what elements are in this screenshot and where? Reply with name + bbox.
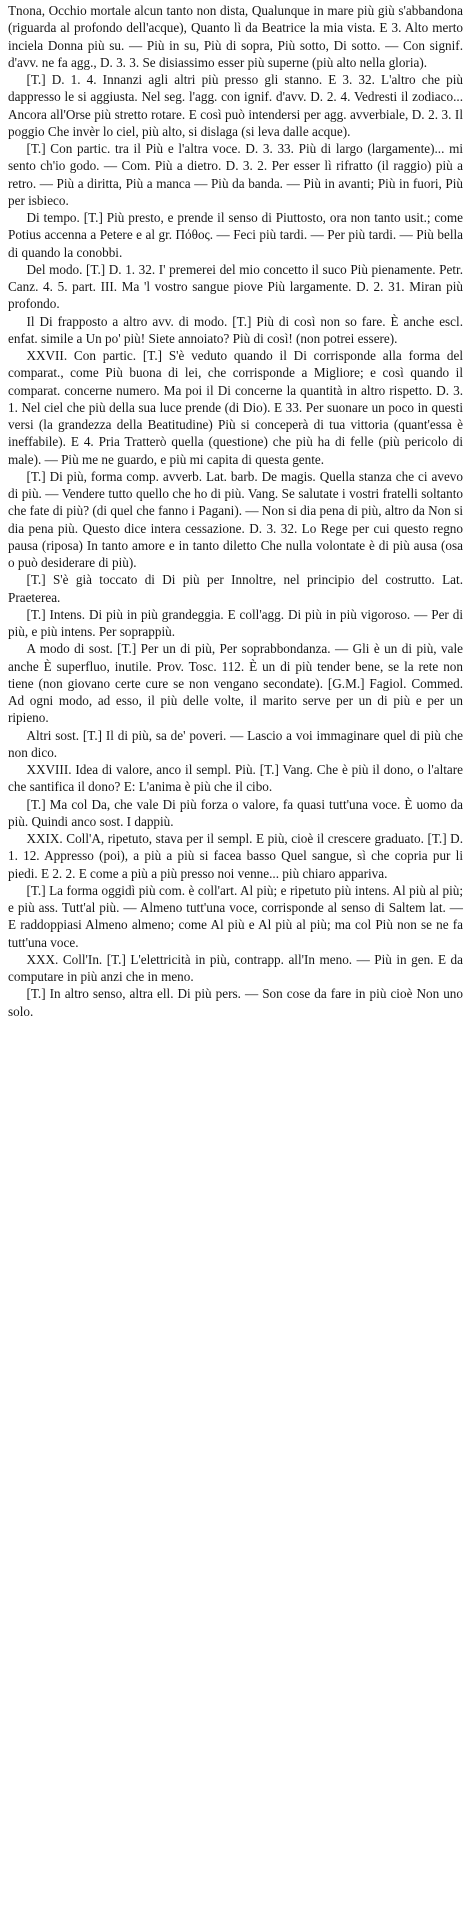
entry-paragraph: [T.] D. 1. 4. Innanzi agli altri più presso gli stanno. E 3. 32. L'altro che più dappresso le si aggiusta. Nel seg. l'agg. con ignif. d'avv. D. 2. 4. Vedresti il zodiaco... Ancora all'Orse più stretto rotare. E così può intendersi per agg. avverbiale, D. 2. 3. Il poggio Che invèr lo ciel, più alto, si dislaga (si leva dalle acque). (8, 72, 463, 139)
entry-paragraph: [T.] Con partic. tra il Più e l'altra voce. D. 3. 33. Più di largo (largamente)... mi sento ch'io godo. — Com. Più a dietro. D. 3. 2. Per esser lì rifratto (il raggio) più a retro. — Più a diritta, Più a manca — Più da banda. — Più in avanti; Più in fuori, Più per isbieco. (8, 141, 463, 208)
entry-paragraph: [T.] Ma col Da, che vale Di più forza o valore, fa quasi tutt'una voce. È uomo da più. Quindi anco sost. I dappiù. (8, 796, 463, 829)
entry-paragraph: [T.] S'è già toccato di Di più per Innoltre, nel principio del costrutto. Lat. Praeterea. (8, 572, 463, 605)
entry-paragraph: XXVIII. Idea di valore, anco il sempl. Più. [T.] Vang. Che è più il dono, o l'altare che santifica il dono? E: L'anima è più che il cibo. (8, 762, 463, 795)
entry-paragraph: XXVII. Con partic. [T.] S'è veduto quando il Di corrisponde alla forma del comparat., come Più buona di lei, che corrisponde a Migliore; e così quando il comparat. concerne numero. Ma poi il Di concerne la quantità in altro rispetto. D. 3. 1. Nel ciel che più della sua luce prende (di Dio). E 33. Per suonare un poco in questi versi (la grandezza della Beatitudine) Più si conceperà di tua vittoria (quant'essa è ineffabile). E 4. Pria Tratterò quella (questione) che più ha di felle (più pericolo di male). — Più me ne guardo, e più mi capita di questa gente. (8, 348, 463, 467)
entry-paragraph: [T.] La forma oggidì più com. è coll'art. Al più; e ripetuto più intens. Al più al più; e più ass. Tutt'al più. — Almeno tutt'una voce, corrisponde al senso di Saltem lat. — E raddoppiasi Almeno almeno; come Al più e Al più al più; ma col Più non se ne fa tutt'una voce. (8, 882, 463, 950)
entry-paragraph: Il Di frapposto a altro avv. di modo. [T.] Più di così non so fare. È anche escl. enfat. simile a Un po' più! Siete annoiato? Più di così! (non potrei essere). (8, 313, 463, 346)
entry-paragraph: XXX. Coll'In. [T.] L'elettricità in più, contrapp. all'In meno. — Più in gen. E da computare in più anzi che in meno. (8, 951, 463, 984)
entry-paragraph: Tnona, Occhio mortale alcun tanto non dista, Qualunque in mare più giù s'abbandona (riguarda al profondo dell'acque), Quanto lì da Beatrice la mia vista. E 3. Alto merto inciela Donna più su. — Più in su, Più di sopra, Più sotto, Di sotto. — Con signif. d'avv. ne fa agg., D. 3. 3. Se disiassimo esser più superne (più alto nella gloria). (8, 3, 463, 70)
entry-paragraph: A modo di sost. [T.] Per un di più, Per soprabbondanza. — Gli è un di più, vale anche È superfluo, inutile. Prov. Tosc. 112. È un di più tender bene, se la rete non tiene (non giovano certe cure se non vengano secondate). [G.M.] Fagiol. Commed. Ad ogni modo, ad esso, il più delle volte, il marito serve per un di più e per un ripieno. (8, 641, 463, 726)
entry-paragraph: Altri sost. [T.] Il di più, sa de' poveri. — Lascio a voi immaginare quel di più che non dico. (8, 727, 463, 760)
entry-paragraph: [T.] Intens. Di più in più grandeggia. E coll'agg. Di più in più vigoroso. — Per di più, e più intens. Per soprappiù. (8, 606, 463, 639)
entry-paragraph: Di tempo. [T.] Più presto, e prende il senso di Piuttosto, ora non tanto usit.; come Potius accenna a Petere e al gr. Πόθος. — Feci più tardi. — Per più tardi. — Più bella di quando la conobbi. (8, 210, 463, 260)
entry-paragraph: [T.] Di più, forma comp. avverb. Lat. barb. De magis. Quella stanza che ci avevo di più. — Vendere tutto quello che ho di più. Vang. Se salutate i vostri fratelli soltanto che fate di più? (di quel che fanno i Pagani). — Non si dia pena di più, altro da Non si dia pena più. Questo dice intera cessazione. D. 3. 32. Lo Rege per cui questo regno pausa (riposa) In tanto amore e in tanto diletto Che nulla volontate è di più ausa (osa o può desiderare di più). (8, 468, 463, 570)
entry-paragraph: [T.] In altro senso, altra ell. Di più pers. — Son cose da fare in più cioè Non uno solo. (8, 986, 463, 1019)
entry-paragraph: Del modo. [T.] D. 1. 32. I' premerei del mio concetto il suco Più pienamente. Petr. Canz. 4. 5. part. III. Ma 'l vostro sangue piove Più largamente. D. 2. 31. Miran più profondo. (8, 261, 463, 312)
entry-paragraph: XXIX. Coll'A, ripetuto, stava per il sempl. E più, cioè il crescere graduato. [T.] D. 1. 12. Appresso (poi), a più a più si facea basso Quel sangue, sì che copria pur li piedi. E 2. 2. E come a più a più presso noi venne... più chiaro appariva. (8, 831, 463, 881)
